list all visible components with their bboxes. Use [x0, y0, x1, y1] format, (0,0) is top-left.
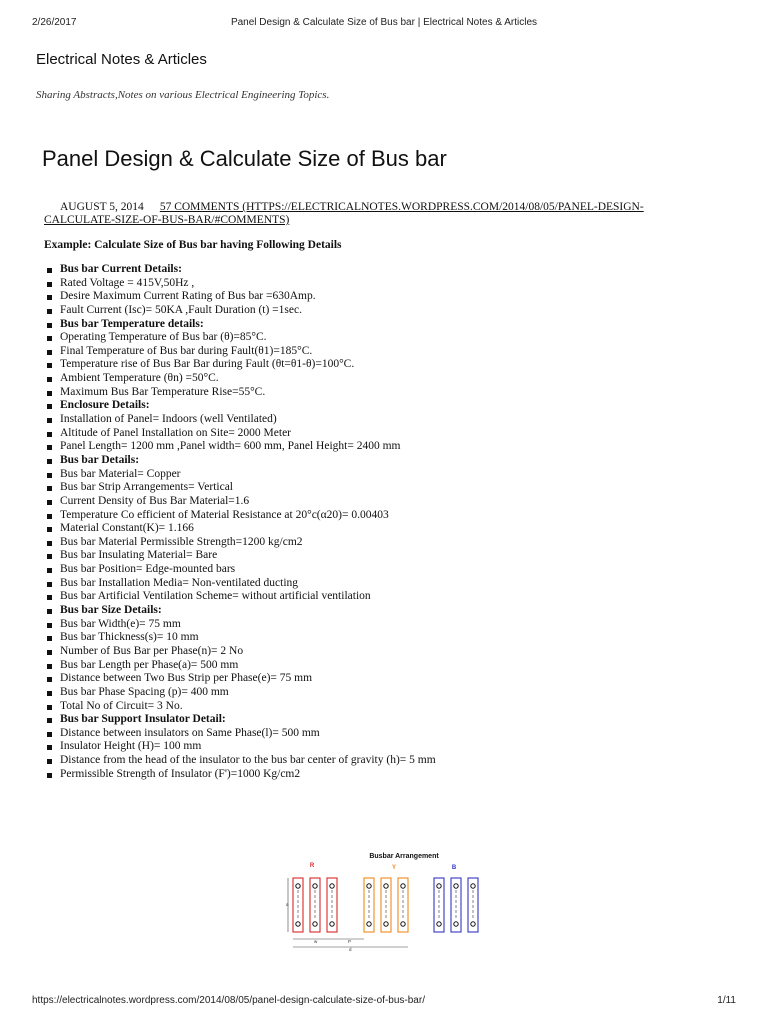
detail-section-heading: Bus bar Size Details:	[44, 604, 436, 618]
detail-item: Final Temperature of Bus bar during Fault(θ1)=185°C.	[44, 345, 436, 359]
print-footer	[32, 995, 736, 1009]
detail-item: Bus bar Strip Arrangements= Vertical	[44, 481, 436, 495]
detail-item: Rated Voltage = 415V,50Hz ,	[44, 277, 436, 291]
detail-item: Permissible Strength of Insulator (F')=1000 Kg/cm2	[44, 768, 436, 782]
detail-item: Total No of Circuit= 3 No.	[44, 700, 436, 714]
detail-item: Altitude of Panel Installation on Site= 2000 Meter	[44, 427, 436, 441]
dim-label-a: a	[286, 902, 289, 907]
phase-label-y: Y	[391, 865, 397, 871]
detail-section-heading: Enclosure Details:	[44, 399, 436, 413]
example-heading: Example: Calculate Size of Bus bar having Following Details	[44, 239, 342, 251]
figure-title: Busbar Arrangement	[369, 853, 439, 860]
detail-section-heading: Bus bar Details:	[44, 454, 436, 468]
detail-item: Bus bar Phase Spacing (p)= 400 mm	[44, 686, 436, 700]
detail-item: Panel Length= 1200 mm ,Panel width= 600 mm, Panel Height= 2400 mm	[44, 440, 436, 454]
detail-item: Maximum Bus Bar Temperature Rise=55°C.	[44, 386, 436, 400]
detail-item: Distance between Two Bus Strip per Phase(e)= 75 mm	[44, 672, 436, 686]
detail-item: Bus bar Installation Media= Non-ventilated ducting	[44, 577, 436, 591]
detail-item: Distance from the head of the insulator to the bus bar center of gravity (h)= 5 mm	[44, 754, 436, 768]
detail-item: Bus bar Material Permissible Strength=1200 kg/cm2	[44, 536, 436, 550]
print-date: 2/26/2017	[32, 17, 77, 28]
comments-link-line1: 57 COMMENTS (HTTPS://ELECTRICALNOTES.WORDPRESS.COM/2014/08/05/PANEL-DESIGN-	[159, 201, 644, 213]
detail-item: Bus bar Thickness(s)= 10 mm	[44, 631, 436, 645]
site-title[interactable]: Electrical Notes & Articles	[36, 51, 207, 68]
detail-item: Distance between insulators on Same Phase(l)= 500 mm	[44, 727, 436, 741]
detail-item: Bus bar Position= Edge-mounted bars	[44, 563, 436, 577]
detail-item: Bus bar Insulating Material= Bare	[44, 549, 436, 563]
print-header	[32, 17, 736, 31]
dimension-lines	[288, 878, 408, 947]
post-title: Panel Design & Calculate Size of Bus bar	[42, 146, 447, 171]
detail-item: Temperature rise of Bus Bar Bar during Fault (θt=θ1-θ)=100°C.	[44, 358, 436, 372]
detail-item: Insulator Height (H)= 100 mm	[44, 740, 436, 754]
detail-section-heading: Bus bar Support Insulator Detail:	[44, 713, 436, 727]
post-meta	[44, 201, 684, 227]
detail-item: Temperature Co efficient of Material Resistance at 20°c(α20)= 0.00403	[44, 509, 436, 523]
phase-label-r: R	[309, 863, 315, 869]
detail-item: Bus bar Width(e)= 75 mm	[44, 618, 436, 632]
dim-label-p: P	[348, 939, 352, 944]
comments-link-line2: CALCULATE-SIZE-OF-BUS-BAR/#COMMENTS)	[44, 214, 290, 226]
dim-label-d: d	[349, 947, 352, 952]
print-page-number: 1/11	[717, 995, 736, 1006]
detail-section-heading: Bus bar Current Details:	[44, 263, 436, 277]
detail-item: Operating Temperature of Bus bar (θ)=85°C.	[44, 331, 436, 345]
bar-fasteners	[296, 884, 475, 926]
bar-center-lines	[298, 890, 473, 920]
print-page-title: Panel Design & Calculate Size of Bus bar | Electrical Notes & Articles	[230, 17, 538, 28]
detail-item: Bus bar Length per Phase(a)= 500 mm	[44, 659, 436, 673]
detail-section-heading: Bus bar Temperature details:	[44, 318, 436, 332]
dim-label-w: w	[314, 939, 318, 944]
detail-item: Fault Current (Isc)= 50KA ,Fault Duration (t) =1sec.	[44, 304, 436, 318]
detail-item: Bus bar Artificial Ventilation Scheme= without artificial ventilation	[44, 590, 436, 604]
detail-item: Material Constant(K)= 1.166	[44, 522, 436, 536]
print-url: https://electricalnotes.wordpress.com/2014/08/05/panel-design-calculate-size-of-bus-bar/	[32, 995, 425, 1006]
details-list	[44, 263, 436, 781]
busbar-arrangement-figure	[282, 848, 492, 958]
detail-item: Bus bar Material= Copper	[44, 468, 436, 482]
detail-item: Ambient Temperature (θn) =50°C.	[44, 372, 436, 386]
post-date: AUGUST 5, 2014	[60, 201, 144, 213]
detail-item: Current Density of Bus Bar Material=1.6	[44, 495, 436, 509]
detail-item: Desire Maximum Current Rating of Bus bar =630Amp.	[44, 290, 436, 304]
phase-label-b: B	[451, 865, 457, 871]
detail-item: Installation of Panel= Indoors (well Ventilated)	[44, 413, 436, 427]
detail-item: Number of Bus Bar per Phase(n)= 2 No	[44, 645, 436, 659]
site-tagline: Sharing Abstracts,Notes on various Electrical Engineering Topics.	[36, 89, 330, 101]
